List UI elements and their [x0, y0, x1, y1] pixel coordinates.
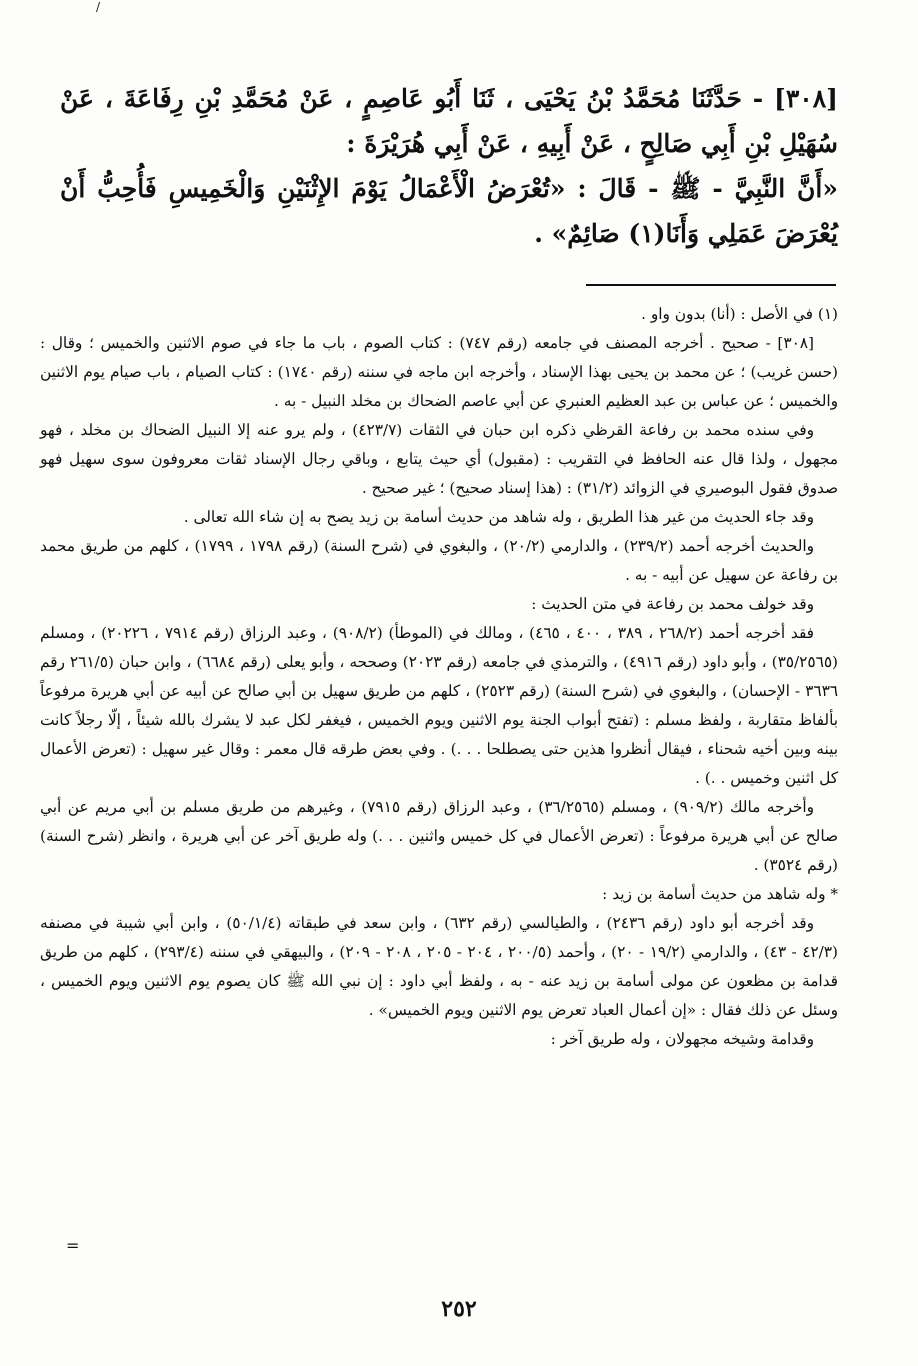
matn-discrepancy-heading: وقد خولف محمد بن رفاعة في متن الحديث : [531, 595, 814, 613]
hadith-isnad: [٣٠٨] - حَدَّثَنَا مُحَمَّدُ بْنُ يَحْيَى ، ثَنَا أَبُو عَاصِمٍ ، عَنْ مُحَمَّدِ بْنِ رِفَاعَةَ ، عَنْ سُهَيْلِ بْنِ أَبِي صَالِحٍ ، عَنْ أَبِيهِ ، عَنْ أَبِي هُرَيْرَةَ : [60, 84, 838, 158]
isnad-analysis-paragraph: وفي سنده محمد بن رفاعة القرظي ذكره ابن حبان في الثقات (٤٢٣/٧) ، ولم يرو عنه إلا النبيل الضحاك بن مخلد ، فهو مجهول ، ولذا قال عنه الحافظ في التقريب : (مقبول) أي حيث يتابع ، وباقي رجال الإسناد ثقات معروفون سوى سهيل فهو صدوق فقول البوصيري في الزوائد (٣١/٢) : (هذا إسناد صحيح) ؛ غير صحيح . [40, 421, 838, 497]
top-margin-mark: / [96, 0, 101, 14]
suhayl-route-paragraph: فقد أخرجه أحمد (٢٦٨/٢ ، ٣٨٩ ، ٤٠٠ ، ٤٦٥) ، ومالك في (الموطأ) (٩٠٨/٢) ، وعبد الرزاق (رقم ٧٩١٤ ، ٢٠٢٢٦) ، ومسلم (٣٥/٢٥٦٥) ، وأبو داود (رقم ٤٩١٦) ، والترمذي في جامعه (رقم ٢٠٢٣) وصححه ، وأبو يعلى (رقم ٦٦٨٤) ، وابن حبان (٢٦١/٥ رقم ٣٦٣٦ - الإحسان) ، والبغوي في (شرح السنة) (رقم ٢٥٢٣) ، كلهم من طريق سهيل بن أبي صالح عن أبيه عن أبي هريرة مرفوعاً بألفاظ متقاربة ، ولفظ مسلم : (تفتح أبواب الجنة يوم الاثنين ويوم الخميس ، فيغفر لكل عبد لا يشرك بالله شيئاً ، إلّا رجلاً كانت بينه وبين أخيه شحناء ، فيقال أنظروا هذين حتى يصطلحا . . .) . وفي بعض طرقه قال معمر : وقال غير سهيل : (تعرض الأعمال كل اثنين وخميس . .) . [40, 624, 839, 787]
hadith-matn: «أَنَّ النَّبِيَّ - ﷺ - قَالَ : «تُعْرَضُ الْأَعْمَالُ يَوْمَ الإِثْنَيْنِ وَالْخَمِيسِ فَأُحِبُّ أَنْ يُعْرَضَ عَمَلِي وَأَنَا(١) صَائِمٌ» . [60, 174, 838, 248]
takhrij-paragraph: [٣٠٨] - صحيح . أخرجه المصنف في جامعه (رقم ٧٤٧) : كتاب الصوم ، باب ما جاء في صوم الاثنين والخميس ؛ وقال : (حسن غريب) ؛ عن محمد بن يحيى بهذا الإسناد ، وأخرجه ابن ماجه في سننه (رقم ١٧٤٠) : كتاب الصيام ، باب صيام يوم الاثنين والخميس ؛ عن عباس بن عبد العظيم العنبري عن أبي عاصم الضحاك بن مخلد النبيل - به . [40, 334, 839, 410]
footnote-separator [586, 284, 836, 286]
shahid-note-paragraph: وقد جاء الحديث من غير هذا الطريق ، وله شاهد من حديث أسامة بن زيد يصح به إن شاء الله تعالى . [183, 508, 814, 526]
hadith-text [60, 76, 838, 256]
usama-takhrij-paragraph: وقد أخرجه أبو داود (رقم ٢٤٣٦) ، والطيالسي (رقم ٦٣٢) ، وابن سعد في طبقاته (٥٠/١/٤) ، وابن أبي شيبة في مصنفه (٤٢/٣ - ٤٣) ، والدارمي (١٩/٢ - ٢٠) ، وأحمد (٢٠٠/٥ ، ٢٠٤ - ٢٠٥ ، ٢٠٨ - ٢٠٩) ، والبيهقي في سننه (٢٩٣/٤) ، كلهم من طريق قدامة بن مظعون عن مولى أسامة بن زيد عنه - به ، ولفظ أبي داود : إن نبي الله ﷺ كان يصوم يوم الاثنين ويوم الخميس ، وسئل عن ذلك فقال : «إن أعمال العباد تعرض يوم الاثنين ويوم الخميس» . [40, 914, 838, 1019]
footnote-1: (١) في الأصل : (أنا) بدون واو . [641, 305, 838, 323]
muslim-route-paragraph: وأخرجه مالك (٩٠٩/٢) ، ومسلم (٣٦/٢٥٦٥) ، وعبد الرزاق (رقم ٧٩١٥) ، وغيرهم من طريق مسلم بن أبي مريم عن أبي صالح عن أبي هريرة مرفوعاً : (تعرض الأعمال في كل خميس واثنين . . .) وله طريق آخر عن أبي هريرة ، وانظر (شرح السنة) (رقم ٣٥٢٤) . [40, 798, 838, 874]
other-sources-paragraph: والحديث أخرجه أحمد (٢٣٩/٢) ، والدارمي (٢٠/٢) ، والبغوي في (شرح السنة) (رقم ١٧٩٨ ، ١٧٩٩) ، كلهم من طريق محمد بن رفاعة عن سهيل عن أبيه - به . [40, 537, 838, 584]
usama-shahid-heading: * وله شاهد من حديث أسامة بن زيد : [602, 885, 838, 903]
page-number: ٢٥٢ [441, 1296, 477, 1322]
footnotes [40, 300, 838, 1054]
continuation-mark: = [66, 1236, 80, 1255]
qudama-note-paragraph: وقدامة وشيخه مجهولان ، وله طريق آخر : [550, 1030, 814, 1048]
